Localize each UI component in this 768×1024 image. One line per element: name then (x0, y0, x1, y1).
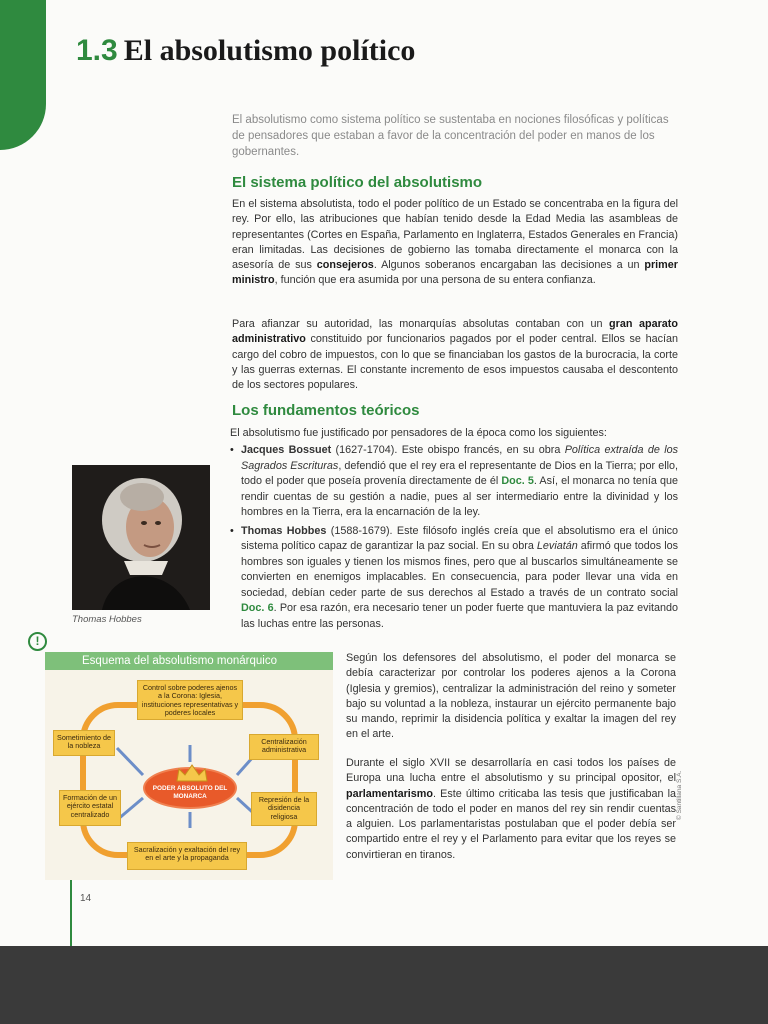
thinker-name: Thomas Hobbes (241, 524, 327, 537)
scheme-box-army: Formación de un ejército estatal centralizado (59, 790, 121, 826)
text-run: (1627-1704). Este obispo francés, en su obra (331, 444, 565, 456)
subheading-theoretical-foundations: Los fundamentos teóricos (232, 402, 420, 419)
text-run: , defendió que el rey era el representante de Dios en la Tierra; por ello, todo el poder que poseía provenía directamente de él (241, 459, 678, 487)
page-number: 14 (80, 893, 92, 904)
work-title: Leviatán (536, 540, 578, 552)
doc-reference[interactable]: Doc. 6 (241, 602, 274, 614)
scheme-box-control: Control sobre poderes ajenos a la Corona: Iglesia, instituciones representativas y poderes locales (137, 680, 243, 720)
scheme-title: Esquema del absolutismo monárquico (45, 652, 333, 670)
paragraph-administration (232, 317, 678, 393)
scheme-diagram (45, 670, 333, 880)
text-run: (1588-1679). Este filósofo inglés creía que el absolutismo era el único sistema político capaz de garantizar la paz social. En su obra (241, 524, 678, 552)
paragraph-political-system (232, 197, 678, 289)
crown-icon (175, 763, 209, 783)
scheme-box-nobility: Sometimiento de la nobleza (53, 730, 115, 756)
thinkers-list (230, 443, 678, 635)
work-title: Política extraída de los Sagrados Escrituras (241, 444, 679, 472)
term-parlamentarismo: parlamentarismo (346, 787, 434, 800)
portrait-image (72, 465, 210, 610)
scheme-center-label: PODER ABSOLUTO DEL MONARCA (152, 785, 228, 800)
doc-reference[interactable]: Doc. 5 (501, 475, 534, 487)
scheme-center (143, 767, 237, 809)
section-number: 1.3 (76, 34, 118, 67)
chapter-tab (0, 0, 46, 150)
section-title: El absolutismo político (123, 34, 416, 67)
list-item-hobbes (230, 524, 678, 633)
text-run: Durante el siglo XVII se desarrollaría en casi todos los países de Europa una lucha entre el absolutismo y su principal opositor, el (346, 757, 676, 785)
paragraph-defenders: Según los defensores del absolutismo, el poder del monarca se debía caracterizar por controlar los poderes ajenos a la Corona (Iglesia y gremios), centralizar la administración del reino y someter bajo su voluntad a la nobleza, instaurar un ejército permanente bajo su mando, reprimir la disidencia política y exaltar la imagen del rey en el arte. (346, 652, 676, 741)
text-run: . Este último criticaba las tesis que justificaban la concentración de todo el poder en manos del rey sin rendir cuentas a alguien. Los parlamentaristas postulaban que el poder debía ser compartido entre el rey y el Parlamento para evitar que los reyes se convirtieran en tiranos. (346, 787, 676, 861)
text-run: . Por esa razón, era necesario tener un poder fuerte que mantuviera la paz evitando las luchas entre las personas. (241, 602, 678, 630)
subheading-political-system: El sistema político del absolutismo (232, 174, 483, 191)
text-run: . Algunos soberanos encargaban las decisiones a un (373, 259, 645, 272)
hobbes-portrait (72, 465, 210, 610)
footer-rule (70, 880, 72, 946)
text-run: afirmó que todos los hombres son iguales y tienen los mismos fines, pero que al buscarlos simultáneamente se convierten en enemigos implacables. En consecuencia, para poder llevar una vida en sociedad, debían ceder parte de sus derechos al Estado a través de un contrato social (241, 540, 678, 599)
text-run: . Así, el monarca no tenía que rendir cuentas de su gestión a nadie, pues al ser intermediario entre la divinidad y los hombres en la Tierra, era la encarnación de la ley. (241, 475, 678, 518)
portrait-caption: Thomas Hobbes (72, 614, 142, 625)
term-primer-ministro: primer ministro (232, 259, 678, 287)
paragraph-lead: El absolutismo fue justificado por pensadores de la época como los siguientes: (230, 427, 607, 439)
text-run: , función que era asumida por una persona de su entera confianza. (274, 274, 596, 287)
term-consejeros: consejeros (316, 259, 374, 272)
intro-paragraph: El absolutismo como sistema político se sustentaba en nociones filosóficas y políticas de pensadores que estaban a favor de la concentración del poder en manos de los gobernantes. (232, 114, 669, 158)
list-item-bossuet (230, 443, 678, 521)
term-aparato-administrativo: gran aparato administrativo (232, 318, 678, 346)
text-run: Para afianzar su autoridad, las monarquías absolutas contaban con un (232, 318, 610, 330)
alert-icon: ! (28, 632, 47, 651)
thinker-name: Jacques Bossuet (241, 444, 332, 456)
scheme-box-administration: Centralización administrativa (249, 734, 319, 760)
page-title (76, 34, 415, 68)
scheme-box-repression: Represión de la disidencia religiosa (251, 792, 317, 826)
scheme-box-sacralization: Sacralización y exaltación del rey en el arte y la propaganda (127, 842, 247, 870)
paragraph-parliamentarism (346, 756, 676, 863)
copyright-notice: © Santillana S.A. (676, 770, 683, 820)
text-run: constituido por funcionarios pagados por el poder central. Ellos se hacían cargo del cobro de impuestos, con lo que se financiaban los gastos de la burocracia, la corte y las guerras externas. El constante incremento de esos impuestos causaba el descontento de los sectores populares. (232, 333, 678, 392)
text-run: En el sistema absolutista, todo el poder político de un Estado se concentraba en la figura del rey. Por ello, las atribuciones que habían tenido desde la Edad Media las asambleas de representantes (Cortes en España, Parlamento en Inglaterra, Estados Generales en Francia) eran limitadas. Las decisiones de gobierno las tomaba directamente el monarca con la asesoría de sus (232, 198, 678, 272)
